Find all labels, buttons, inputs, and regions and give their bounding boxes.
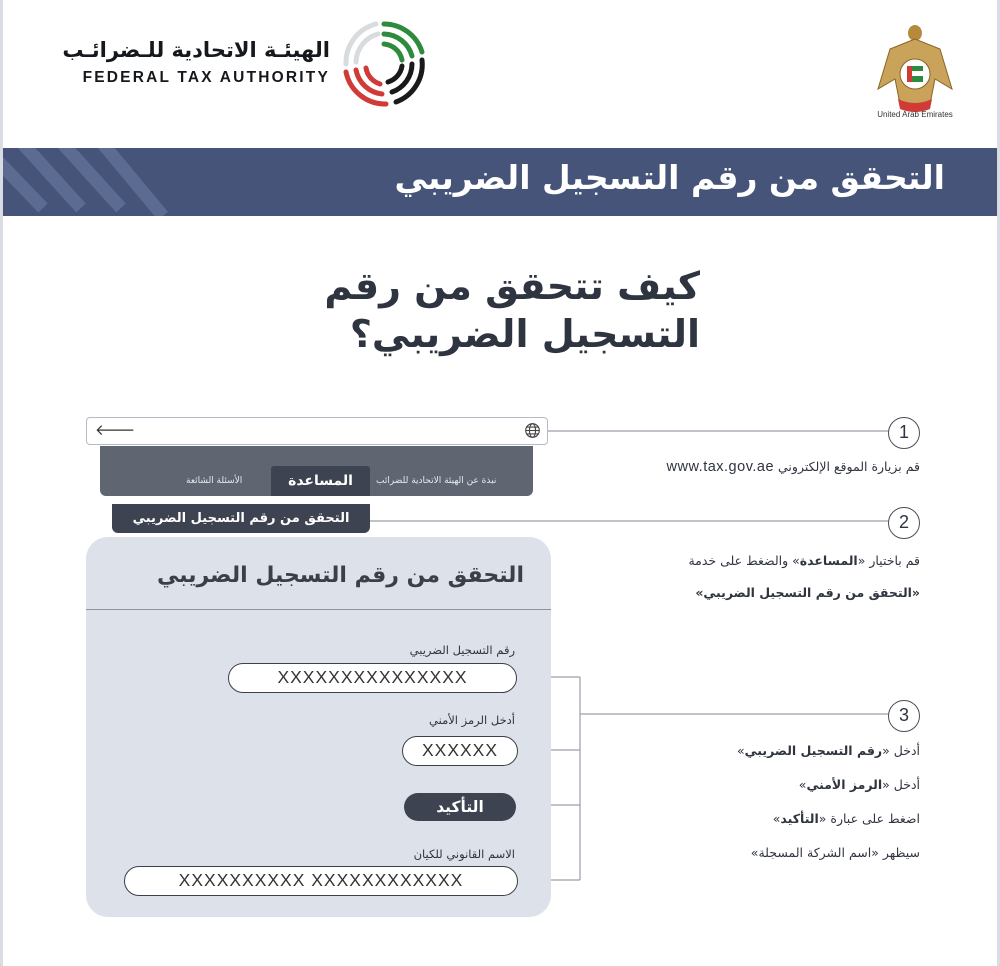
step-3-line4: سيظهر «اسم الشركة المسجلة» [750, 845, 920, 860]
step-3-line2 [799, 777, 920, 792]
step-2-line1-pre: قم باختيار « [857, 553, 920, 568]
dropdown-item-verify-trn[interactable]: التحقق من رقم التسجيل الضريبي [112, 504, 370, 533]
step-2-line1-bold: المساعدة [799, 553, 858, 568]
back-arrow-icon[interactable]: 🡐 [95, 421, 136, 439]
step-1-instruction: قم بزيارة الموقع الإلكتروني [778, 459, 920, 474]
step-3-line3-bold: التأكيد [780, 811, 819, 826]
form-title: التحقق من رقم التسجيل الضريبي [157, 563, 524, 588]
page-title: التحقق من رقم التسجيل الضريبي [394, 158, 945, 197]
step-3-line2-bold: الرمز الأمني [806, 777, 883, 792]
security-code-label: أدخل الرمز الأمني [429, 713, 515, 727]
legal-name-label: الاسم القانوني للكيان [413, 847, 515, 861]
globe-icon [524, 422, 541, 439]
nav-link-faq[interactable]: الأسئلة الشائعة [186, 476, 243, 486]
step-3-line3 [773, 811, 920, 826]
legal-name-output: XXXXXXXXXX XXXXXXXXXXXX [124, 866, 518, 896]
step-2-line1 [688, 553, 920, 568]
banner-pattern [3, 148, 203, 216]
main-heading-line2: التسجيل الضريبي؟ [349, 312, 700, 356]
form-divider [86, 609, 551, 610]
step-3-line2-pre: أدخل « [882, 777, 920, 792]
step-3-line3-post: » [772, 811, 781, 826]
trn-input[interactable]: XXXXXXXXXXXXXXX [228, 663, 517, 693]
step-3-line1-pre: أدخل « [882, 743, 920, 758]
fta-website-url: www.tax.gov.ae [666, 459, 775, 475]
page-edge-left [0, 0, 3, 966]
nav-link-help[interactable]: المساعدة [271, 466, 370, 496]
step-2-line1-post: » والضغط على خدمة [688, 553, 800, 568]
step-3-marker: 3 [888, 700, 920, 732]
trn-field-label: رقم التسجيل الضريبي [409, 643, 515, 657]
fta-logo [40, 14, 440, 114]
step-3-line2-post: » [798, 777, 807, 792]
title-banner [3, 148, 997, 216]
step-3-line1-bold: رقم التسجيل الضريبي [744, 743, 883, 758]
verify-trn-form-card [86, 537, 551, 917]
main-heading-line1: كيف تتحقق من رقم [324, 264, 700, 308]
step-3-line3-pre: اضغط على عبارة « [818, 811, 920, 826]
step-3-line1-post: » [737, 743, 745, 758]
step-2-marker: 2 [888, 507, 920, 539]
fta-name-en: FEDERAL TAX AUTHORITY [82, 69, 330, 86]
confirm-button[interactable]: التأكيد [404, 793, 516, 821]
step-3-line1 [737, 743, 920, 758]
nav-link-about[interactable]: نبذة عن الهيئة الاتحادية للضرائب [376, 476, 497, 486]
browser-address-bar[interactable] [86, 417, 548, 445]
fta-logo-mark-icon [336, 16, 432, 112]
step-1-marker: 1 [888, 417, 920, 449]
security-code-input[interactable]: XXXXXX [402, 736, 518, 766]
step-1-text [667, 459, 920, 475]
uae-caption: United Arab Emirates [877, 110, 953, 119]
fta-name-ar: الهيئـة الاتحادية للـضرائـب [62, 38, 330, 62]
main-heading [260, 262, 700, 358]
step-2-line2: «التحقق من رقم التسجيل الضريبي» [695, 585, 920, 600]
uae-emblem-icon [870, 14, 960, 124]
